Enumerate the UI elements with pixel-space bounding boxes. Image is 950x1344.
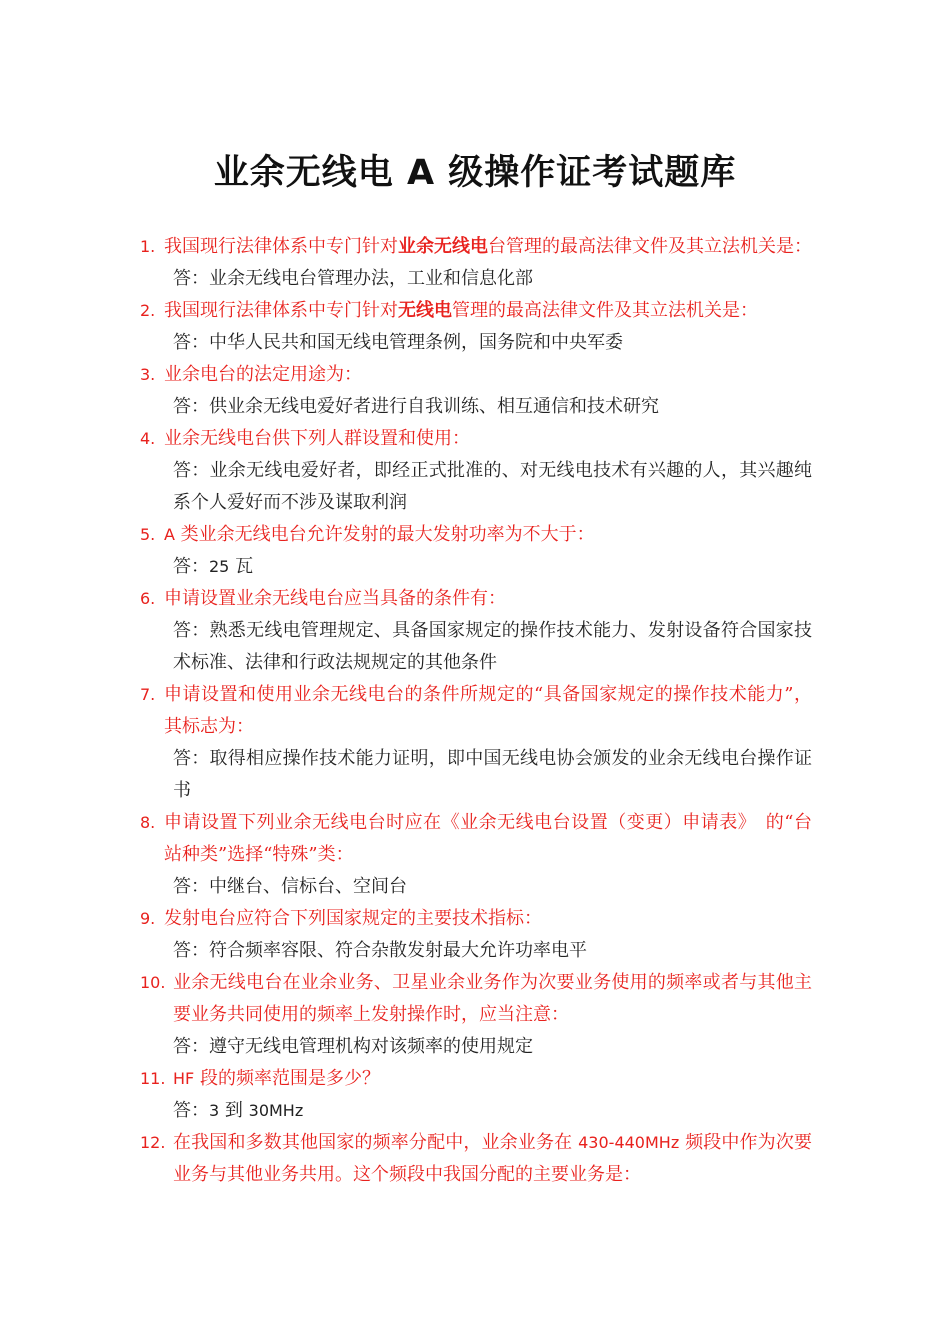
answer-prefix: 答： bbox=[173, 556, 209, 577]
answer-text: 到 bbox=[219, 1100, 249, 1121]
answer-prefix: 答： bbox=[173, 460, 210, 481]
question-item bbox=[140, 807, 812, 903]
question-latin-term: HF bbox=[173, 1069, 195, 1088]
answer-text: 熟悉无线电管理规定、具备国家规定的操作技术能力、发射设备符合国家技术标准、法律和行政法规规定的其他条件 bbox=[173, 620, 812, 673]
answer-line bbox=[140, 871, 812, 903]
answer-text: 业余无线电爱好者，即经正式批准的、对无线电技术有兴趣的人，其兴趣纯系个人爱好而不涉及谋取利润 bbox=[173, 460, 812, 513]
question-line bbox=[140, 295, 812, 327]
question-text: 申请设置和使用业余无线电台的条件所规定的“具备国家规定的操作技术能力”，其标志为： bbox=[164, 684, 812, 737]
question-highlight: 无线电 bbox=[398, 300, 452, 321]
answer-text: 瓦 bbox=[229, 556, 254, 577]
question-line bbox=[140, 231, 812, 263]
question-latin-term: A bbox=[164, 525, 175, 544]
answer-line bbox=[140, 615, 812, 679]
question-number: 4. bbox=[140, 429, 156, 448]
question-line bbox=[140, 1127, 812, 1191]
question-highlight: 业余无线电 bbox=[398, 236, 488, 257]
question-line bbox=[140, 359, 812, 391]
question-number: 1. bbox=[140, 237, 156, 256]
answer-line bbox=[140, 935, 812, 967]
question-item bbox=[140, 295, 812, 359]
answer-line bbox=[140, 743, 812, 807]
question-text bbox=[164, 519, 812, 551]
question-text: 业余电台的法定用途为： bbox=[164, 364, 362, 385]
question-text: 业余无线电台在业余业务、卫星业余业务作为次要业务使用的频率或者与其他主要业务共同使用的频率上发射操作时，应当注意： bbox=[173, 972, 812, 1025]
answer-line bbox=[140, 455, 812, 519]
question-item bbox=[140, 423, 812, 519]
answer-prefix: 答： bbox=[173, 748, 210, 769]
answer-prefix: 答： bbox=[173, 268, 209, 289]
answer-line bbox=[140, 327, 812, 359]
question-item bbox=[140, 679, 812, 807]
answer-text: 取得相应操作技术能力证明，即中国无线电协会颁发的业余无线电台操作证书 bbox=[173, 748, 812, 801]
question-text-part: 在我国和多数其他国家的频率分配中，业余业务在 bbox=[173, 1132, 579, 1153]
question-text bbox=[164, 231, 812, 263]
answer-line bbox=[140, 1095, 812, 1127]
question-line bbox=[140, 423, 812, 455]
question-number: 12. bbox=[140, 1133, 166, 1152]
answer-prefix: 答： bbox=[173, 620, 210, 641]
question-list bbox=[140, 231, 812, 1191]
question-line bbox=[140, 1063, 812, 1095]
question-text-part: 管理的最高法律文件及其立法机关是： bbox=[452, 300, 758, 321]
question-item bbox=[140, 903, 812, 967]
document-title: 业余无线电 A 级操作证考试题库 bbox=[213, 153, 737, 193]
answer-prefix: 答： bbox=[173, 1100, 209, 1121]
answer-text: 遵守无线电管理机构对该频率的使用规定 bbox=[209, 1036, 533, 1057]
answer-text: 符合频率容限、符合杂散发射最大允许功率电平 bbox=[209, 940, 587, 961]
question-number: 6. bbox=[140, 589, 156, 608]
answer-line bbox=[140, 551, 812, 583]
question-text-part: 频段中作为次要业务与其他业务共用。这个频段中我国分配的主要业务是： bbox=[173, 1132, 812, 1185]
question-text bbox=[173, 1063, 812, 1095]
question-item bbox=[140, 583, 812, 679]
answer-prefix: 答： bbox=[173, 332, 209, 353]
question-text: 业余无线电台供下列人群设置和使用： bbox=[164, 428, 470, 449]
question-number: 11. bbox=[140, 1069, 166, 1088]
answer-text: 供业余无线电爱好者进行自我训练、相互通信和技术研究 bbox=[209, 396, 659, 417]
question-line bbox=[140, 519, 812, 551]
question-text bbox=[164, 295, 812, 327]
question-text: 发射电台应符合下列国家规定的主要技术指标： bbox=[164, 908, 542, 929]
question-text-part: 段的频率范围是多少？ bbox=[194, 1068, 380, 1089]
question-text-part: 我国现行法律体系中专门针对 bbox=[164, 236, 398, 257]
question-number: 2. bbox=[140, 301, 156, 320]
question-text-part: 台管理的最高法律文件及其立法机关是： bbox=[488, 236, 812, 257]
question-item bbox=[140, 967, 812, 1063]
question-text-part: 我国现行法律体系中专门针对 bbox=[164, 300, 398, 321]
question-number: 10. bbox=[140, 973, 166, 992]
question-line bbox=[140, 967, 812, 1031]
answer-prefix: 答： bbox=[173, 940, 209, 961]
answer-text: 中继台、信标台、空间台 bbox=[209, 876, 407, 897]
question-item bbox=[140, 519, 812, 583]
question-text bbox=[173, 1127, 812, 1191]
question-number: 9. bbox=[140, 909, 156, 928]
question-line bbox=[140, 583, 812, 615]
question-line bbox=[140, 807, 812, 871]
question-item bbox=[140, 1127, 812, 1191]
question-latin-term: 430-440MHz bbox=[578, 1133, 680, 1152]
answer-prefix: 答： bbox=[173, 1036, 209, 1057]
question-text: 申请设置下列业余无线电台时应在《业余无线电台设置（变更）申请表》 的“台站种类”选择“特殊”类： bbox=[164, 812, 812, 865]
answer-line bbox=[140, 1031, 812, 1063]
question-item bbox=[140, 231, 812, 295]
question-line bbox=[140, 679, 812, 743]
answer-text: 中华人民共和国无线电管理条例，国务院和中央军委 bbox=[209, 332, 623, 353]
question-item bbox=[140, 359, 812, 423]
answer-value: 30MHz bbox=[248, 1101, 304, 1120]
question-line bbox=[140, 903, 812, 935]
question-number: 8. bbox=[140, 813, 156, 832]
answer-value: 3 bbox=[209, 1101, 220, 1120]
question-text: 申请设置业余无线电台应当具备的条件有： bbox=[164, 588, 506, 609]
answer-value: 25 bbox=[209, 557, 230, 576]
question-item bbox=[140, 1063, 812, 1127]
answer-line bbox=[140, 391, 812, 423]
answer-prefix: 答： bbox=[173, 396, 209, 417]
answer-prefix: 答： bbox=[173, 876, 209, 897]
question-number: 7. bbox=[140, 685, 156, 704]
question-text-part: 类业余无线电台允许发射的最大发射功率为不大于： bbox=[174, 524, 595, 545]
question-number: 3. bbox=[140, 365, 156, 384]
question-number: 5. bbox=[140, 525, 156, 544]
answer-text: 业余无线电台管理办法，工业和信息化部 bbox=[209, 268, 533, 289]
answer-line bbox=[140, 263, 812, 295]
